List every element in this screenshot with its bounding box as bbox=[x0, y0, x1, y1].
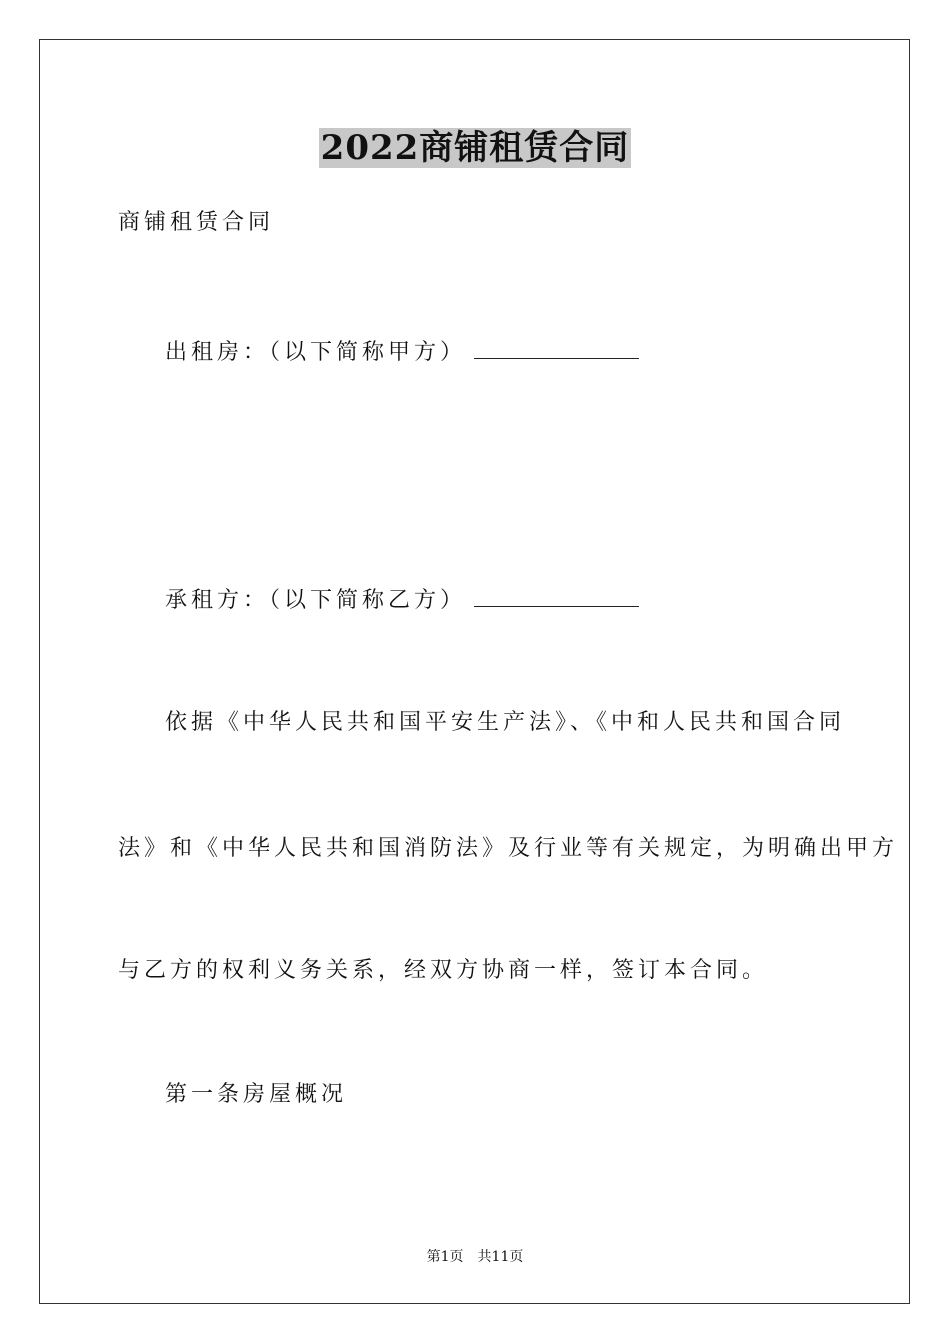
document-title-text: 2022商铺租赁合同 bbox=[320, 128, 630, 168]
lessor-line bbox=[165, 336, 639, 368]
preamble-line-3: 与乙方的权利义务关系，经双方协商一样，签订本合同。 bbox=[118, 958, 769, 983]
document-subtitle: 商铺租赁合同 bbox=[118, 210, 275, 235]
article-1-heading: 第一条房屋概况 bbox=[165, 1082, 348, 1107]
preamble-line-2: 法》和《中华人民共和国消防法》及行业等有关规定，为明确出甲方 bbox=[118, 836, 899, 861]
preamble-line-1: 依据《中华人民共和国平安生产法》、《中和人民共和国合同 bbox=[165, 710, 846, 735]
lessee-blank[interactable] bbox=[474, 584, 639, 607]
page-number-footer: 第1页 共11页 bbox=[426, 1249, 524, 1265]
document-title bbox=[0, 128, 950, 168]
lessor-label: 出租房：（以下简称甲方） bbox=[165, 340, 467, 365]
lessor-blank[interactable] bbox=[474, 336, 639, 359]
lessee-label: 承租方：（以下简称乙方） bbox=[165, 588, 467, 613]
lessee-line bbox=[165, 584, 639, 616]
